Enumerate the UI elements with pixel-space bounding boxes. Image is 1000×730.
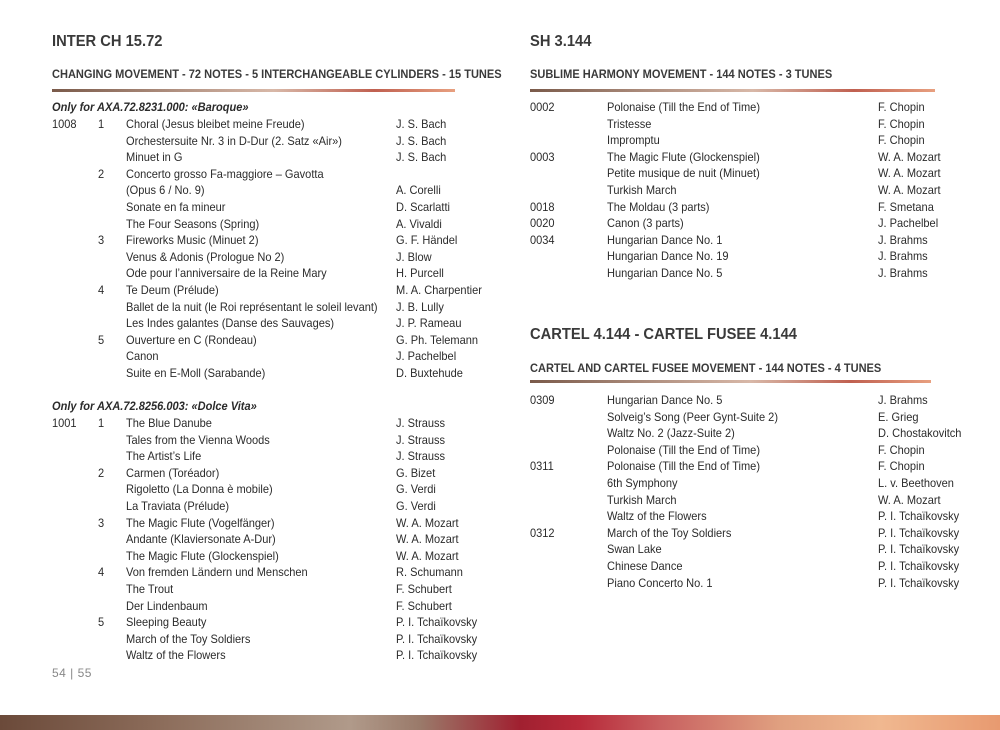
composer: J. P. Rameau — [396, 316, 462, 331]
tune-row — [0, 199, 1000, 216]
composer: G. Verdi — [396, 499, 436, 513]
cylinder-number: 3 — [98, 515, 105, 530]
composer: J. Blow — [396, 249, 432, 264]
sh-title: SH 3.144 — [530, 33, 592, 50]
tune-title: Ouverture en C (Rondeau) — [126, 332, 257, 347]
tune-row — [0, 182, 1000, 199]
composer: F. Schubert — [396, 582, 452, 596]
composer: J. Strauss — [396, 416, 446, 430]
footer-gradient-bar — [0, 715, 1000, 730]
tune-title: Les Indes galantes (Danse des Sauvages) — [126, 316, 335, 331]
composer: P. I. Tchaïkovsky — [878, 542, 960, 557]
composer: P. I. Tchaïkovsky — [396, 648, 478, 663]
composer: E. Grieg — [878, 409, 919, 424]
tune-title: Swan Lake — [607, 542, 662, 557]
tune-row — [0, 508, 1000, 525]
composer: J. S. Bach — [396, 133, 447, 148]
composer: W. A. Mozart — [396, 515, 459, 530]
group1-heading: Only for AXA.72.8231.000: «Baroque» — [52, 100, 249, 114]
catalog-code: 0309 — [530, 393, 555, 407]
tune-row — [0, 315, 1000, 332]
tune-title: The Moldau (3 parts) — [607, 199, 710, 214]
tune-title: Hungarian Dance No. 5 — [607, 266, 723, 280]
composer: P. I. Tchaïkovsky — [396, 615, 478, 630]
composer: H. Purcell — [396, 266, 444, 281]
tune-title: Rigoletto (La Donna è mobile) — [126, 482, 273, 497]
tune-title: La Traviata (Prélude) — [126, 499, 230, 513]
tune-title: The Artist’s Life — [126, 449, 202, 464]
composer: G. Bizet — [396, 465, 436, 480]
tune-row — [0, 132, 1000, 149]
tune-row — [0, 332, 1000, 349]
tune-title: The Blue Danube — [126, 416, 212, 430]
catalog-code: 0034 — [530, 232, 555, 247]
composer: W. A. Mozart — [878, 492, 941, 507]
tune-row — [0, 149, 1000, 166]
cylinder-number: 2 — [98, 465, 105, 480]
tune-row — [0, 614, 1000, 631]
tune-title: Polonaise (Till the End of Time) — [607, 100, 760, 114]
catalog-code: 0003 — [530, 149, 555, 164]
composer: D. Scarlatti — [396, 200, 450, 214]
tune-title: Te Deum (Prélude) — [126, 283, 219, 297]
tune-title: Orchestersuite Nr. 3 in D-Dur (2. Satz «Air») — [126, 133, 342, 148]
tune-row — [0, 598, 1000, 615]
composer: G. Verdi — [396, 482, 436, 497]
tune-title: Polonaise (Till the End of Time) — [607, 459, 760, 474]
composer: J. Strauss — [396, 432, 446, 447]
tune-title: The Trout — [126, 582, 174, 596]
tune-row — [0, 409, 1000, 426]
tune-title: Tristesse — [607, 116, 652, 131]
tune-title: The Magic Flute (Vogelfänger) — [126, 515, 275, 530]
cylinder-number: 5 — [98, 332, 105, 347]
tune-row — [0, 99, 1000, 116]
tune-title: Carmen (Toréador) — [126, 465, 220, 480]
tune-row — [0, 647, 1000, 664]
composer: J. Brahms — [878, 266, 928, 280]
tune-row — [0, 541, 1000, 558]
cylinder-number: 1 — [98, 416, 105, 430]
composer: W. A. Mozart — [396, 548, 459, 563]
composer: P. I. Tchaïkovsky — [878, 575, 960, 590]
catalog-code: 0311 — [530, 459, 554, 474]
tune-title: March of the Toy Soldiers — [607, 525, 732, 540]
composer: J. S. Bach — [396, 150, 447, 165]
cylinder-number: 3 — [98, 233, 105, 248]
composer: P. I. Tchaïkovsky — [878, 559, 960, 573]
tune-row — [0, 575, 1000, 592]
composer: F. Chopin — [878, 133, 925, 148]
tune-title: Canon (3 parts) — [607, 216, 684, 231]
tune-title: Piano Concerto No. 1 — [607, 575, 713, 590]
composer: J. Pachelbel — [396, 349, 457, 364]
inter-title: INTER CH 15.72 — [52, 33, 163, 50]
tune-title: Choral (Jesus bleibet meine Freude) — [126, 117, 305, 131]
composer: F. Chopin — [878, 442, 925, 457]
catalog-code: 0002 — [530, 100, 555, 114]
catalog-code: 0018 — [530, 199, 555, 214]
inter-rule — [52, 89, 455, 92]
tune-title: 6th Symphony — [607, 476, 678, 490]
tune-title: Sleeping Beauty — [126, 615, 207, 630]
tune-title: Hungarian Dance No. 1 — [607, 232, 723, 247]
tune-row — [0, 116, 1000, 133]
composer: J. Pachelbel — [878, 216, 939, 231]
composer: J. Strauss — [396, 449, 446, 464]
tune-title: Petite musique de nuit (Minuet) — [607, 166, 760, 181]
tune-title: Ballet de la nuit (le Roi représentant le soleil levant) — [126, 299, 378, 314]
cylinder-number: 1 — [98, 117, 105, 131]
tune-row — [0, 282, 1000, 299]
composer: P. I. Tchaïkovsky — [878, 525, 960, 540]
composer: P. I. Tchaïkovsky — [878, 509, 960, 524]
inter-subtitle: CHANGING MOVEMENT - 72 NOTES - 5 INTERCHANGEABLE CYLINDERS - 15 TUNES — [52, 67, 502, 81]
composer: D. Chostakovitch — [878, 426, 962, 441]
tune-row — [0, 299, 1000, 316]
catalog-code: 1001 — [52, 416, 77, 430]
catalog-code: 0020 — [530, 216, 555, 231]
tune-row — [0, 558, 1000, 575]
catalog-code: 1008 — [52, 117, 77, 131]
tune-row — [0, 631, 1000, 648]
tune-title: Minuet in G — [126, 150, 183, 165]
cylinder-number: 2 — [98, 166, 105, 181]
tune-title: Impromptu — [607, 133, 660, 148]
tune-title: Von fremden Ländern und Menschen — [126, 565, 308, 580]
tune-title: Waltz of the Flowers — [607, 509, 707, 524]
tune-title: The Four Seasons (Spring) — [126, 216, 260, 231]
page-numbers: 54 | 55 — [52, 666, 92, 680]
tune-row — [0, 392, 1000, 409]
cylinder-number: 4 — [98, 565, 105, 580]
tune-title: Hungarian Dance No. 5 — [607, 393, 723, 407]
tune-title: Hungarian Dance No. 19 — [607, 249, 729, 264]
composer: J. B. Lully — [396, 299, 444, 314]
tune-title: Polonaise (Till the End of Time) — [607, 442, 760, 457]
composer: F. Chopin — [878, 116, 925, 131]
tune-title: (Opus 6 / No. 9) — [126, 183, 205, 198]
composer: W. A. Mozart — [878, 183, 941, 197]
sh-rule — [530, 89, 935, 92]
tune-title: The Magic Flute (Glockenspiel) — [126, 548, 279, 563]
sh-subtitle: SUBLIME HARMONY MOVEMENT - 144 NOTES - 3 TUNES — [530, 67, 833, 81]
tune-title: Sonate en fa mineur — [126, 200, 226, 214]
tune-title: Solveig’s Song (Peer Gynt-Suite 2) — [607, 409, 779, 424]
tune-title: The Magic Flute (Glockenspiel) — [607, 149, 760, 164]
tune-row — [0, 425, 1000, 442]
composer: M. A. Charpentier — [396, 283, 482, 297]
tune-row — [0, 248, 1000, 265]
cartel-subtitle: CARTEL AND CARTEL FUSEE MOVEMENT - 144 NOTES - 4 TUNES — [530, 361, 882, 375]
tune-title: Suite en E-Moll (Sarabande) — [126, 366, 266, 380]
composer: F. Chopin — [878, 100, 925, 114]
tune-title: Concerto grosso Fa-maggiore – Gavotta — [126, 166, 324, 181]
composer: F. Chopin — [878, 459, 925, 474]
tune-row — [0, 232, 1000, 249]
tune-title: Chinese Dance — [607, 559, 683, 573]
tune-title: March of the Toy Soldiers — [126, 631, 251, 646]
tune-row — [0, 475, 1000, 492]
group2-heading: Only for AXA.72.8256.003: «Dolce Vita» — [52, 399, 257, 413]
cylinder-number: 5 — [98, 615, 105, 630]
composer: F. Smetana — [878, 199, 934, 214]
composer: F. Schubert — [396, 598, 452, 613]
composer: P. I. Tchaïkovsky — [396, 631, 478, 646]
composer: J. Brahms — [878, 232, 928, 247]
tune-title: Tales from the Vienna Woods — [126, 432, 270, 447]
composer: L. v. Beethoven — [878, 476, 954, 490]
composer: J. Brahms — [878, 249, 928, 264]
composer: R. Schumann — [396, 565, 463, 580]
tune-row — [0, 492, 1000, 509]
cartel-rule — [530, 380, 931, 383]
tune-title: Turkish March — [607, 492, 677, 507]
tune-title: Canon — [126, 349, 159, 364]
tune-row — [0, 525, 1000, 542]
composer: J. Brahms — [878, 393, 928, 407]
composer: G. Ph. Telemann — [396, 332, 479, 347]
tune-row — [0, 215, 1000, 232]
tune-row — [0, 458, 1000, 475]
tune-title: Der Lindenbaum — [126, 598, 208, 613]
tune-title: Fireworks Music (Minuet 2) — [126, 233, 259, 248]
tune-row — [0, 165, 1000, 182]
tune-title: Waltz of the Flowers — [126, 648, 226, 663]
composer: J. S. Bach — [396, 117, 447, 131]
tune-title: Waltz No. 2 (Jazz-Suite 2) — [607, 426, 735, 441]
tune-row — [0, 265, 1000, 282]
composer: W. A. Mozart — [396, 532, 459, 547]
composer: A. Vivaldi — [396, 216, 442, 231]
tune-title: Turkish March — [607, 183, 677, 197]
tune-title: Andante (Klaviersonate A-Dur) — [126, 532, 276, 547]
catalog-code: 0312 — [530, 525, 555, 540]
composer: W. A. Mozart — [878, 149, 941, 164]
composer: D. Buxtehude — [396, 366, 463, 380]
tune-title: Ode pour l’anniversaire de la Reine Mary — [126, 266, 327, 281]
cylinder-number: 4 — [98, 283, 105, 297]
composer: G. F. Händel — [396, 233, 458, 248]
tune-title: Venus & Adonis (Prologue No 2) — [126, 249, 285, 264]
composer: W. A. Mozart — [878, 166, 941, 181]
cartel-title: CARTEL 4.144 - CARTEL FUSEE 4.144 — [530, 326, 797, 343]
composer: A. Corelli — [396, 183, 441, 198]
tune-row — [0, 442, 1000, 459]
